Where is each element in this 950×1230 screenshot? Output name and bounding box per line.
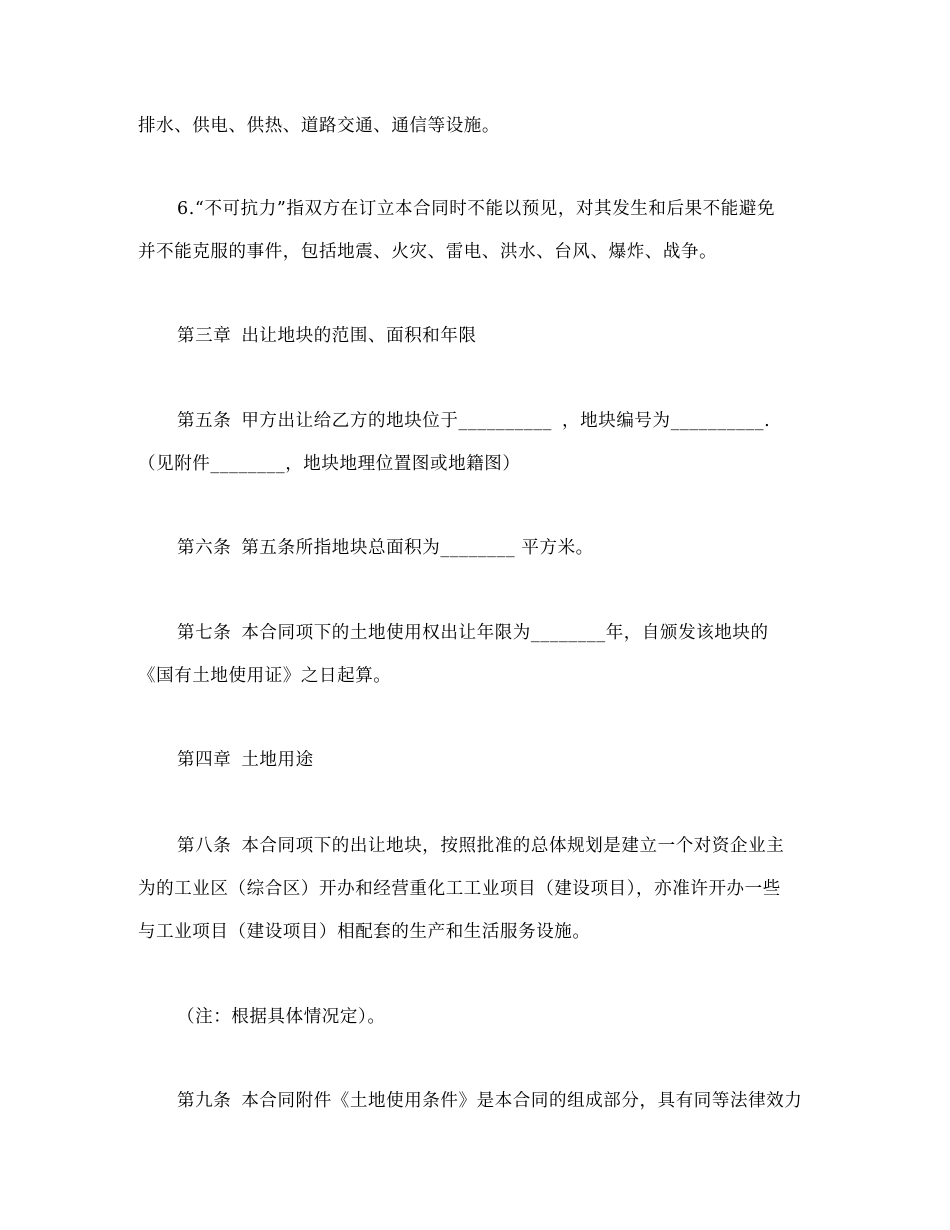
- article-8: [177, 834, 784, 858]
- article-label: 第九条: [177, 1091, 232, 1111]
- text-line: 并不能克服的事件，包括地震、火灾、雷电、洪水、台风、爆炸、战争。: [138, 242, 718, 262]
- text-line: 排水、供电、供热、道路交通、通信等设施。: [138, 116, 500, 136]
- article-text: ，地块编号为: [562, 411, 671, 431]
- location-blank: __________: [458, 411, 553, 431]
- paragraph-line: [138, 114, 500, 138]
- note-text: （注：根据具体情况定）。: [177, 1007, 386, 1027]
- article-text: .: [764, 411, 771, 431]
- article-text: 第五条所指地块总面积为________ 平方米。: [241, 538, 594, 558]
- chapter-label: 第四章: [177, 750, 232, 770]
- article-label: 第七条: [177, 623, 232, 643]
- parcel-number-blank: __________: [670, 411, 765, 431]
- article-7-line-2: [138, 664, 391, 688]
- chapter-3-heading: [177, 324, 477, 348]
- article-text: 甲方出让给乙方的地块位于: [241, 411, 459, 431]
- article-7: [177, 621, 769, 645]
- article-label: 第六条: [177, 538, 232, 558]
- definition-force-majeure: [177, 197, 775, 221]
- article-text: 本合同项下的出让地块，按照批准的总体规划是建立一个对资企业主: [241, 836, 785, 856]
- article-5-line-2: [138, 452, 521, 476]
- text-line: 为的工业区（综合区）开办和经营重化工工业项目（建设项目），亦准许开办一些: [138, 879, 781, 899]
- text-line: 6.“不可抗力”指双方在订立本合同时不能以预见，对其发生和后果不能避免: [177, 199, 776, 219]
- article-6: [177, 536, 594, 560]
- paragraph-line: [138, 240, 717, 264]
- text-line: （见附件________，地块地理位置图或地籍图）: [138, 454, 521, 474]
- article-label: 第五条: [177, 411, 232, 431]
- chapter-4-heading: [177, 748, 314, 772]
- chapter-label: 第三章: [177, 326, 232, 346]
- article-text: 本合同项下的土地使用权出让年限为________年，自颁发该地块的: [241, 623, 769, 643]
- article-5: [177, 409, 770, 433]
- text-line: 《国有土地使用证》之日起算。: [138, 666, 392, 686]
- article-8-line-2: [138, 877, 781, 901]
- chapter-title: 土地用途: [241, 750, 314, 770]
- article-label: 第八条: [177, 836, 232, 856]
- text-line: 与工业项目（建设项目）相配套的生产和生活服务设施。: [138, 922, 591, 942]
- chapter-title: 出让地块的范围、面积和年限: [241, 326, 477, 346]
- article-9: [177, 1089, 802, 1113]
- note: [177, 1005, 385, 1029]
- article-text: 本合同附件《土地使用条件》是本合同的组成部分，具有同等法律效力: [241, 1091, 803, 1111]
- article-8-line-3: [138, 920, 591, 944]
